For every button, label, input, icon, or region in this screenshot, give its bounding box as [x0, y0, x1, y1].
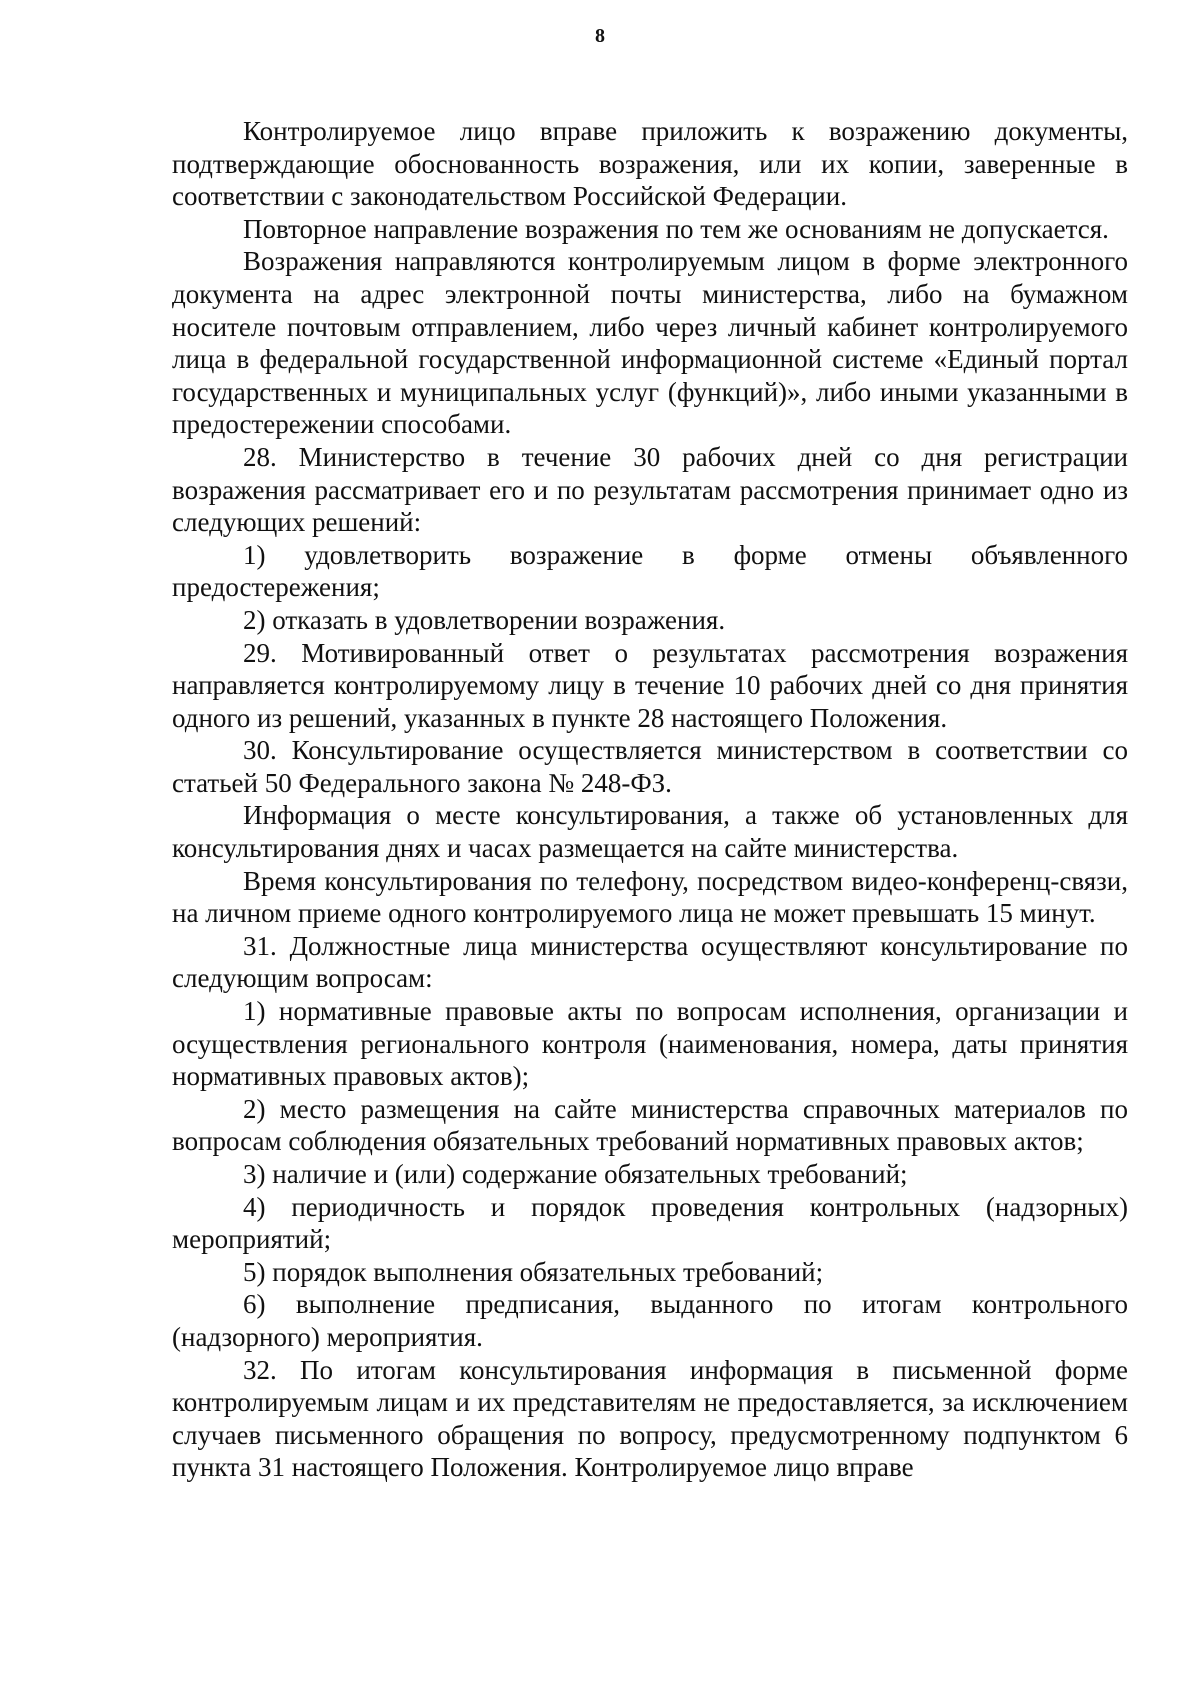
paragraph: 30. Консультирование осуществляется министерством в соответствии со статьей 50 Федерального закона № 248-ФЗ.: [172, 735, 1128, 798]
document-body: [172, 115, 1128, 1484]
paragraph: 28. Министерство в течение 30 рабочих дней со дня регистрации возражения рассматривает его и по результатам рассмотрения принимает одно из следующих решений:: [172, 441, 1128, 538]
paragraph: Контролируемое лицо вправе приложить к возражению документы, подтверждающие обоснованность возражения, или их копии, заверенные в соответствии с законодательством Российской Федерации.: [172, 116, 1128, 212]
paragraph: 4) периодичность и порядок проведения контрольных (надзорных) мероприятий;: [172, 1191, 1128, 1255]
paragraph: 3) наличие и (или) содержание обязательных требований;: [243, 1159, 908, 1189]
paragraph: 6) выполнение предписания, выданного по итогам контрольного (надзорного) мероприятия.: [172, 1289, 1128, 1352]
paragraph: Возражения направляются контролируемым лицом в форме электронного документа на адрес электронной почты министерства, либо на бумажном носителе почтовым отправлением, либо через личный кабинет контролируемого лица в федеральной государственной информационной системе «Единый портал государственных и муниципальных услуг (функций)», либо иными указанными в предостережении способами.: [172, 246, 1128, 440]
paragraph: Информация о месте консультирования, а также об установленных для консультирования днях и часах размещается на сайте министерства.: [172, 800, 1128, 864]
paragraph: 5) порядок выполнения обязательных требований;: [243, 1256, 824, 1287]
paragraph: 2) отказать в удовлетворении возражения.: [243, 604, 726, 635]
paragraph: Время консультирования по телефону, посредством видео-конференц-связи, на личном приеме одного контролируемого лица не может превышать 15 минут.: [172, 865, 1128, 929]
paragraph: 1) нормативные правовые акты по вопросам исполнения, организации и осуществления регионального контроля (наименования, номера, даты принятия нормативных правовых актов);: [172, 996, 1128, 1092]
page-number: 8: [595, 25, 605, 47]
paragraph: 2) место размещения на сайте министерства справочных материалов по вопросам соблюдения обязательных требований нормативных правовых актов;: [172, 1093, 1128, 1157]
paragraph: 29. Мотивированный ответ о результатах рассмотрения возражения направляется контролируемому лицу в течение 10 рабочих дней со дня принятия одного из решений, указанных в пункте 28 настоящего Положения.: [172, 637, 1128, 733]
paragraph: 1) удовлетворить возражение в форме отмены объявленного предостережения;: [172, 539, 1128, 603]
paragraph: 31. Должностные лица министерства осуществляют консультирование по следующим вопросам:: [172, 930, 1128, 994]
paragraph: Повторное направление возражения по тем же основаниям не допускается.: [243, 213, 1109, 244]
paragraph: 32. По итогам консультирования информация в письменной форме контролируемым лицам и их представителям не предоставляется, за исключением случаев письменного обращения по вопросу, предусмотренному подпунктом 6 пункта 31 настоящего Положения. Контролируемое лицо вправе: [172, 1354, 1128, 1483]
